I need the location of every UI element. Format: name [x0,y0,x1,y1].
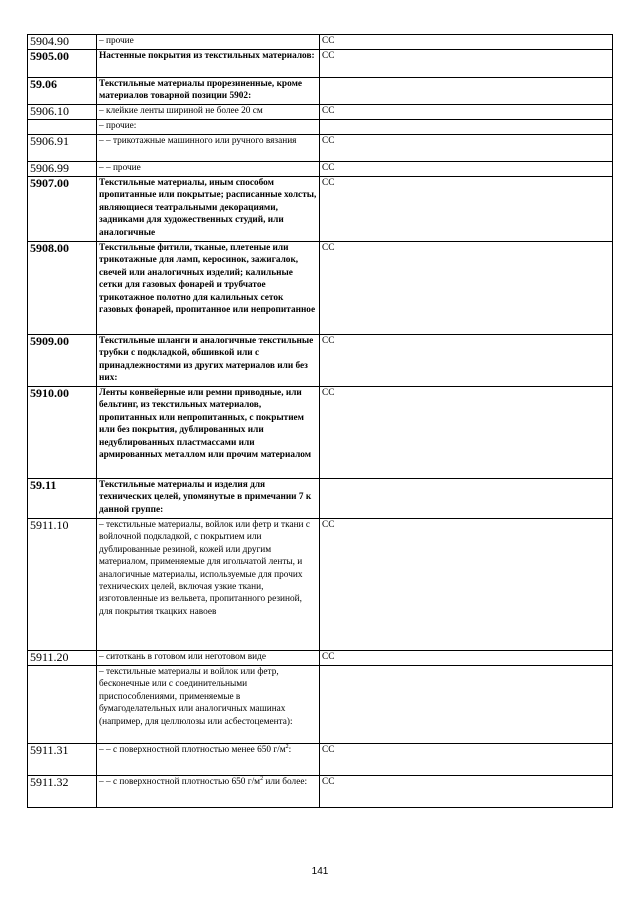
unit-cell: CC [320,177,613,242]
unit-cell [320,479,613,519]
code-cell: 5906.91 [28,135,97,162]
unit-cell: CC [320,744,613,776]
description-cell: – текстильные материалы и войлок или фетр, бесконечные или с соединительными приспособлениями, применяемые в бумагоделательных или аналогичных машинах (например, для целлюлозы или асбестоцемента): [97,666,320,744]
description-cell: Текстильные шланги и аналогичные текстильные трубки с подкладкой, обшивкой или с принадлежностями из других материалов или без них: [99,336,314,384]
unit-cell [320,120,613,135]
code-cell: 5907.00 [28,177,97,242]
superscript: 2 [260,775,264,782]
unit-cell: CC [320,519,613,651]
code-cell: 5904.90 [28,35,97,50]
description-cell: – клейкие ленты шириной не более 20 см [97,105,320,120]
superscript: 2 [285,743,289,750]
description-cell: Текстильные материалы и изделия для технических целей, упомянутые в примечании 7 к данной группе: [97,479,320,519]
table-row [28,651,613,666]
table-row [28,666,613,744]
table-row [28,120,613,135]
table-row [28,105,613,120]
unit-cell: CC [320,105,613,120]
code-cell: 5906.10 [28,105,97,120]
unit-cell: CC [320,776,613,808]
code-cell: 5911.10 [28,519,97,651]
table-row [28,135,613,162]
page-number: 141 [311,866,329,877]
table-row [28,744,613,776]
code-cell: 59.11 [28,479,97,519]
description-cell: – текстильные материалы, войлок или фетр и ткани с войлочной подкладкой, с покрытием или дублированные резиной, кожей или другим материалом, применяемые для игольчатой ленты, и аналогичные материалы, используемые для прочих технических целей, включая узкие ткани, изготовленные из вельвета, пропитанного резиной, для покрытия ткацких навоев [97,519,320,651]
unit-cell: CC [320,651,613,666]
code-cell [28,666,97,744]
code-cell: 5911.31 [28,744,97,776]
unit-cell: CC [320,387,613,479]
table-row [28,335,613,387]
code-cell: 5911.32 [28,776,97,808]
description-cell: Настенные покрытия из текстильных материалов: [97,50,320,78]
description-text: : [288,745,292,755]
code-cell: 5911.20 [28,651,97,666]
table-row [28,479,613,519]
unit-cell: CC [320,135,613,162]
table-row [28,242,613,335]
unit-cell: CC [320,162,613,177]
table-row [28,776,613,808]
tariff-table [27,34,613,808]
description-text: – – с поверхностной плотностью менее 650 г/м [99,745,286,755]
description-text: или более: [263,777,308,787]
unit-cell: CC [320,35,613,50]
description-cell [97,744,320,776]
description-cell: Текстильные материалы прорезиненные, кроме материалов товарной позиции 5902: [97,78,320,105]
description-cell [97,776,320,808]
description-text: – – с поверхностной плотностью 650 г/м [99,777,261,787]
description-cell: Текстильные материалы, иным способом пропитанные или покрытые; расписанные холсты, являющиеся театральными декорациями, задниками для художественных студий, или аналогичные [99,178,317,238]
table-row [28,35,613,50]
table-row [28,50,613,78]
description-cell: Ленты конвейерные или ремни приводные, или бельтинг, из текстильных материалов, пропитанных или непропитанных, с покрытием или без покрытия, дублированных или недублированных пластмассами или армированных металлом или прочим материалом [99,388,312,461]
description-cell: Текстильные фитили, тканые, плетеные или трикотажные для ламп, керосинок, зажигалок, свечей или аналогичных изделий; калильные сетки для газовых фонарей и трубчатое трикотажное полотно для калильных сеток газовых фонарей, пропитанное или непропитанное [99,243,316,316]
code-cell: 5906.99 [28,162,97,177]
unit-cell: CC [320,242,613,335]
description-cell: – – прочие [97,162,320,177]
unit-cell: CC [320,50,613,78]
table-row [28,519,613,651]
description-cell: – прочие [97,35,320,50]
unit-cell [320,666,613,744]
table-row [28,387,613,479]
code-cell: 59.06 [28,78,97,105]
unit-cell [320,78,613,105]
table-row [28,177,613,242]
unit-cell: CC [320,335,613,387]
description-cell: – прочие: [97,120,320,135]
code-cell [28,120,97,135]
description-cell: – ситоткань в готовом или неготовом виде [97,651,320,666]
code-cell: 5910.00 [28,387,97,479]
code-cell: 5908.00 [28,242,97,335]
code-cell: 5905.00 [28,50,97,78]
code-cell: 5909.00 [28,335,97,387]
table-row [28,162,613,177]
table-row [28,78,613,105]
description-cell: – – трикотажные машинного или ручного вязания [97,135,320,162]
